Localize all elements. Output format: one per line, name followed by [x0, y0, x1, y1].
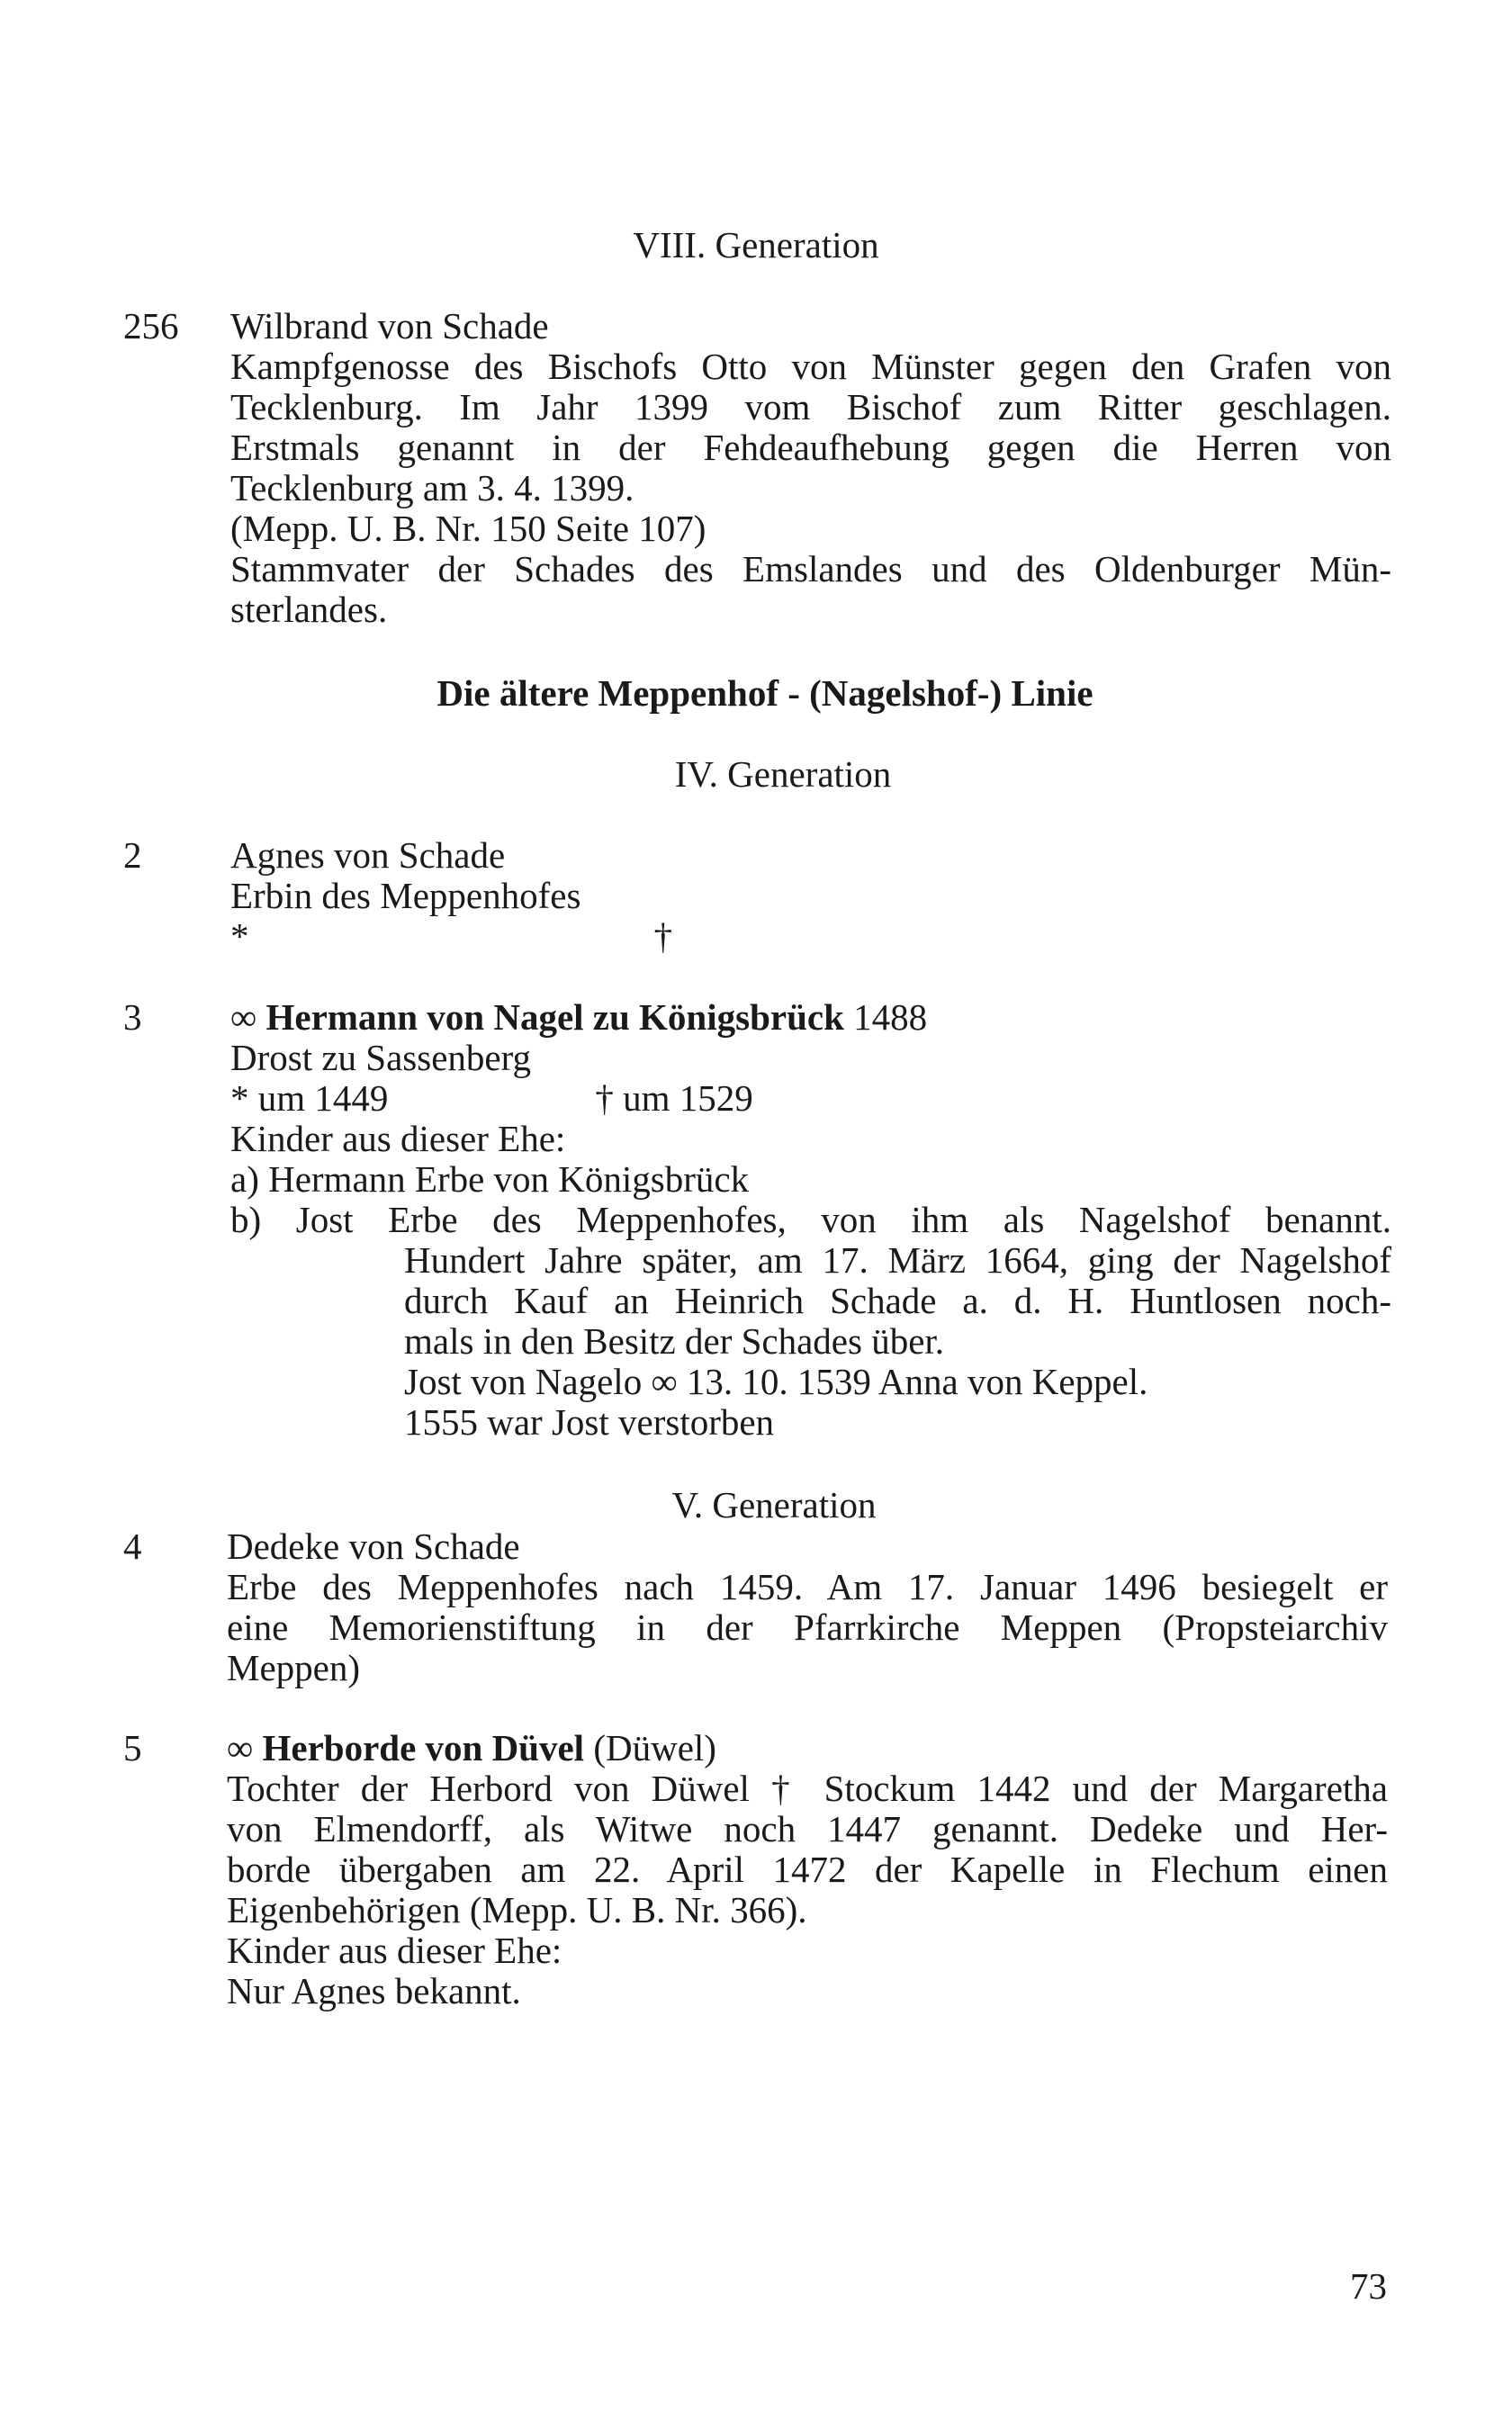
entry-name: Herborde von Düvel: [262, 1727, 585, 1768]
entry-text-line: Kampfgenosse des Bischofs Otto von Münster gegen den Grafen von: [230, 346, 1391, 387]
entry-text-line: eine Memorienstiftung in der Pfarrkirche Meppen (Propsteiarchiv: [227, 1606, 1388, 1648]
generation-heading-iv: IV. Generation: [674, 753, 892, 795]
entry-text-line: Erbin des Meppenhofes: [230, 875, 581, 916]
entry-name-line: [230, 997, 1391, 1038]
entry-text-line: von Elmendorff, als Witwe noch 1447 genannt. Dedeke und Her-: [227, 1808, 1388, 1850]
birth-symbol: *: [230, 915, 249, 957]
entry-text-line: Tecklenburg am 3. 4. 1399.: [230, 467, 634, 508]
entry-name: Dedeke von Schade: [227, 1526, 520, 1567]
entry-number-4: 4: [123, 1526, 142, 1567]
entry-text-line: durch Kauf an Heinrich Schade a. d. H. Huntlosen noch-: [404, 1280, 1391, 1321]
marriage-symbol: ∞: [230, 996, 257, 1038]
entry-2: [230, 835, 1391, 957]
generation-heading-viii: VIII. Generation: [633, 224, 879, 266]
entry-text-line: sterlandes.: [230, 589, 388, 630]
children-label: Kinder aus dieser Ehe:: [227, 1930, 562, 1971]
marriage-year: 1488: [853, 996, 928, 1038]
entry-text-line: Nur Agnes bekannt.: [227, 1970, 521, 2012]
child-entry: b) Jost Erbe des Meppenhofes, von ihm als Nagelshof benannt.: [230, 1199, 1391, 1240]
child-entry: a) Hermann Erbe von Königsbrück: [230, 1158, 750, 1200]
entry-text-line: Jost von Nagelo ∞ 13. 10. 1539 Anna von Keppel.: [404, 1361, 1148, 1402]
entry-name: Hermann von Nagel zu Königsbrück: [266, 996, 844, 1038]
entry-name-line: [227, 1728, 1388, 1768]
entry-number-256: 256: [123, 305, 179, 346]
birth-date: * um 1449: [230, 1077, 389, 1119]
entry-name: Agnes von Schade: [230, 834, 506, 876]
page-number: 73: [1350, 2265, 1387, 2307]
entry-text-line: Tecklenburg. Im Jahr 1399 vom Bischof zum Ritter geschlagen.: [230, 386, 1391, 428]
death-symbol: †: [653, 915, 672, 957]
entry-4: [227, 1526, 1388, 1688]
entry-number-5: 5: [123, 1727, 142, 1768]
entry-number-2: 2: [123, 834, 142, 876]
generation-heading-v: V. Generation: [671, 1484, 877, 1526]
birth-death-line: [230, 1078, 1391, 1119]
marriage-symbol: ∞: [227, 1727, 254, 1768]
children-label: Kinder aus dieser Ehe:: [230, 1118, 566, 1159]
entry-5: [227, 1728, 1388, 2012]
entry-number-3: 3: [123, 996, 142, 1038]
entry-3: [230, 997, 1391, 1443]
entry-text-line: Hundert Jahre später, am 17. März 1664, ging der Nagelshof: [404, 1239, 1391, 1281]
entry-text-line: Erbe des Meppenhofes nach 1459. Am 17. Januar 1496 besiegelt er: [227, 1566, 1388, 1607]
entry-text-line: Stammvater der Schades des Emslandes und des Oldenburger Mün-: [230, 548, 1391, 590]
name-variant: (Düwel): [593, 1727, 716, 1768]
entry-text-line: Meppen): [227, 1647, 361, 1688]
entry-256: [230, 306, 1391, 630]
entry-text-line: borde übergaben am 22. April 1472 der Kapelle in Flechum einen: [227, 1849, 1388, 1890]
entry-text-line: 1555 war Jost verstorben: [404, 1401, 775, 1443]
entry-text-line: (Mepp. U. B. Nr. 150 Seite 107): [230, 508, 706, 549]
entry-text-line: Drost zu Sassenberg: [230, 1037, 532, 1078]
entry-text-line: Eigenbehörigen (Mepp. U. B. Nr. 366).: [227, 1889, 807, 1930]
entry-text-line: Tochter der Herbord von Düwel † Stockum 1442 und der Margaretha: [227, 1768, 1388, 1809]
birth-death-line: [230, 916, 1391, 957]
death-date: † um 1529: [595, 1077, 753, 1119]
entry-name: Wilbrand von Schade: [230, 305, 549, 346]
entry-text-line: mals in den Besitz der Schades über.: [404, 1320, 945, 1362]
entry-text-line: Erstmals genannt in der Fehdeaufhebung gegen die Herren von: [230, 427, 1391, 468]
section-title: Die ältere Meppenhof - (Nagelshof-) Linie: [436, 672, 1094, 714]
